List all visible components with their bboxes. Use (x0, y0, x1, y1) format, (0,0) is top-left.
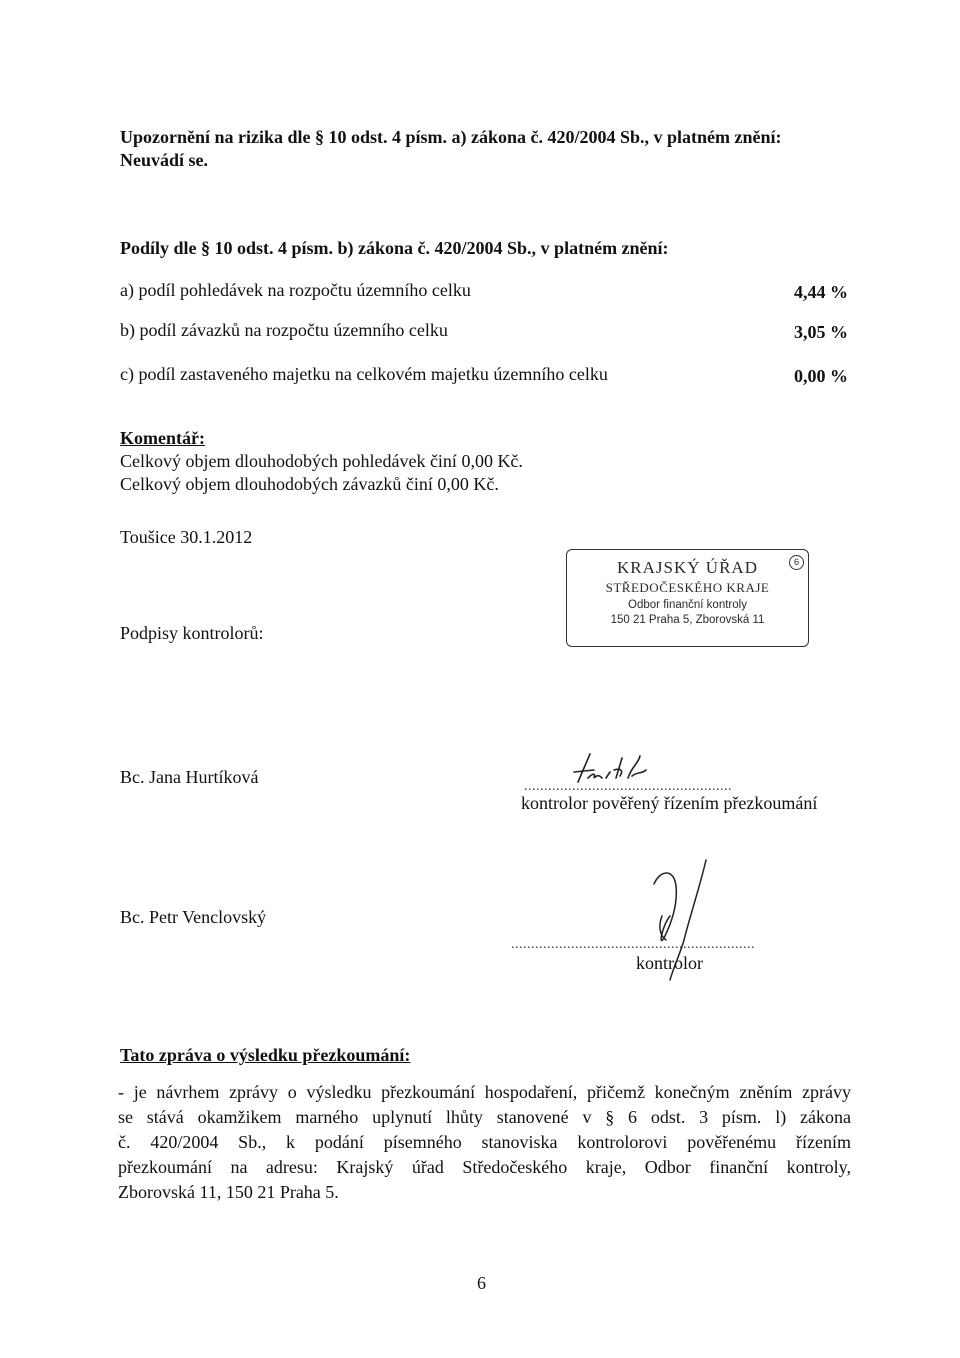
report-heading: Tato zpráva o výsledku přezkoumání: (120, 1045, 411, 1065)
share-row-b-value: 3,05 % (794, 322, 848, 342)
report-line-2: se stává okamžikem marného uplynutí lhůty stanovené v § 6 odst. 3 písm. l) zákona (118, 1107, 851, 1127)
share-row-c-value: 0,00 % (794, 366, 848, 386)
report-line-1: - je návrhem zprávy o výsledku přezkoumání hospodaření, přičemž konečným zněním zprávy (118, 1082, 851, 1102)
comment-line-1: Celkový objem dlouhodobých pohledávek činí 0,00 Kč. (120, 451, 523, 471)
official-stamp (566, 549, 809, 647)
place-date: Toušice 30.1.2012 (120, 527, 253, 547)
signer-1-name: Bc. Jana Hurtíková (120, 767, 259, 787)
report-paragraph (118, 1080, 851, 1205)
risks-value: Neuvádí se. (120, 150, 209, 170)
signer-2-dots: ............................................................. (511, 937, 755, 952)
signer-1-dots: .................................................... (524, 779, 732, 794)
signatures-label: Podpisy kontrolorů: (120, 623, 264, 643)
report-line-5: Zborovská 11, 150 21 Praha 5. (118, 1182, 339, 1202)
share-row-a-value: 4,44 % (794, 282, 848, 302)
signer-1-role: kontrolor pověřený řízením přezkoumání (521, 793, 818, 813)
share-row-b-label: b) podíl závazků na rozpočtu územního celku (120, 320, 448, 340)
shares-heading: Podíly dle § 10 odst. 4 písm. b) zákona č. 420/2004 Sb., v platném znění: (120, 238, 669, 258)
stamp-line-1: KRAJSKÝ ÚŘAD (617, 558, 758, 577)
comment-line-2: Celkový objem dlouhodobých závazků činí 0,00 Kč. (120, 474, 499, 494)
comment-heading: Komentář: (120, 428, 205, 448)
report-line-3: č. 420/2004 Sb., k podání písemného stanoviska kontrolorovi pověřenému řízením (118, 1132, 851, 1152)
stamp-line-3: Odbor finanční kontroly (628, 599, 747, 611)
stamp-line-4: 150 21 Praha 5, Zborovská 11 (610, 614, 765, 626)
signer-2-name: Bc. Petr Venclovský (120, 907, 267, 927)
signer-2-role: kontrolor (636, 953, 703, 973)
risks-heading: Upozornění na rizika dle § 10 odst. 4 písm. a) zákona č. 420/2004 Sb., v platném znění: (120, 127, 782, 147)
page-number: 6 (477, 1273, 486, 1293)
share-row-c-label: c) podíl zastaveného majetku na celkovém majetku územního celku (120, 364, 608, 384)
share-row-a-label: a) podíl pohledávek na rozpočtu územního celku (120, 280, 471, 300)
report-line-4: přezkoumání na adresu: Krajský úřad Středočeského kraje, Odbor finanční kontroly, (118, 1157, 851, 1177)
stamp-line-2: STŘEDOČESKÉHO KRAJE (605, 580, 770, 595)
stamp-number: 6 (789, 555, 804, 570)
